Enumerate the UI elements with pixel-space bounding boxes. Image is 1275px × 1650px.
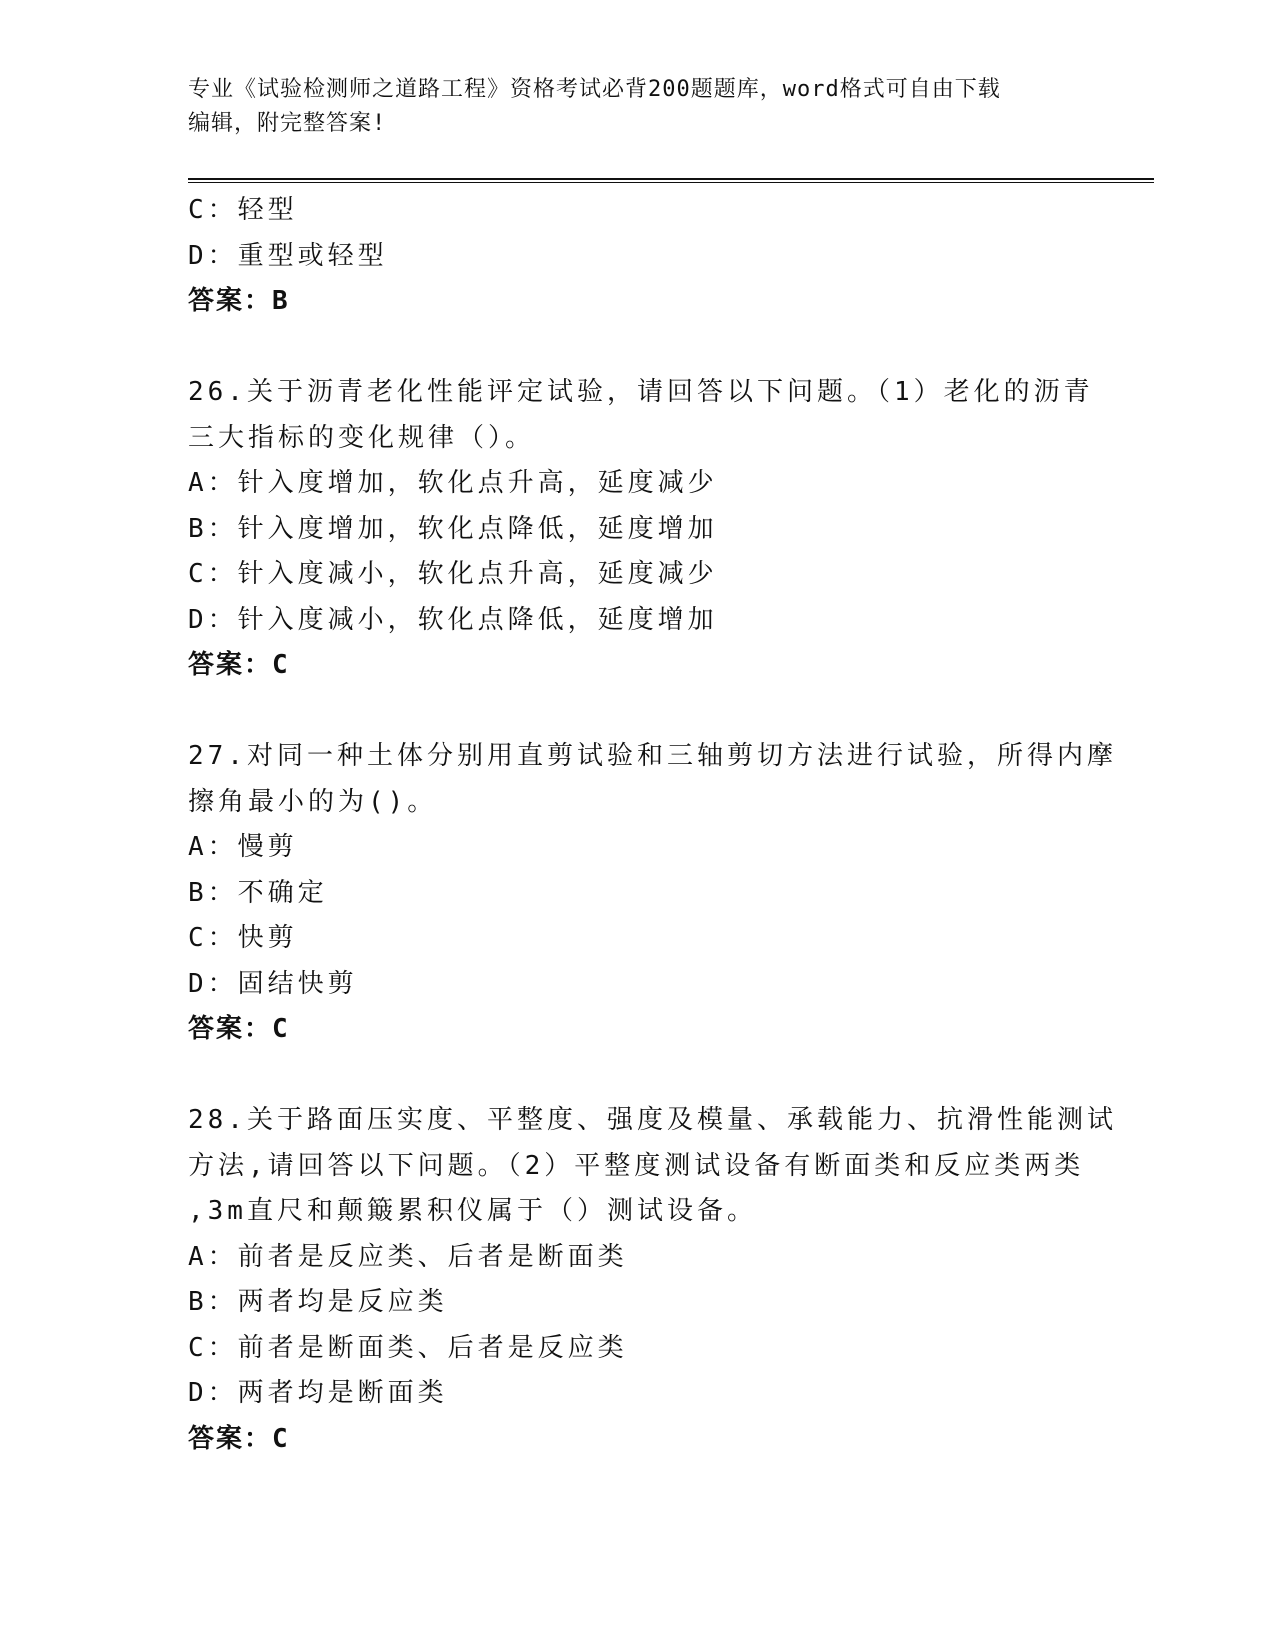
- header-line-2: 编辑，附完整答案!: [188, 111, 387, 136]
- question-text-line: 方法,请回答以下问题。（2）平整度测试设备有断面类和反应类两类: [188, 1150, 1085, 1181]
- header-rule-thin: [188, 182, 1154, 183]
- option-b: B：针入度增加，软化点降低，延度增加: [188, 513, 718, 544]
- option-a: A：针入度增加，软化点升高，延度减少: [188, 468, 718, 498]
- question-text-line: 28.关于路面压实度、平整度、强度及模量、承载能力、抗滑性能测试: [188, 1105, 1117, 1135]
- option-b: B：两者均是反应类: [188, 1287, 448, 1317]
- option-d: D：重型或轻型: [188, 240, 388, 271]
- answer-line: 答案：C: [188, 1423, 290, 1454]
- answer-line: 答案：B: [188, 286, 290, 316]
- question-27: [188, 734, 1117, 1053]
- document-header: [188, 73, 1088, 141]
- option-a: A：慢剪: [188, 832, 298, 862]
- answer-line: 答案：C: [188, 1014, 290, 1044]
- question-text-line: 27.对同一种土体分别用直剪试验和三轴剪切方法进行试验，所得内摩: [188, 741, 1117, 771]
- option-c: C：前者是断面类、后者是反应类: [188, 1332, 628, 1363]
- question-25-tail: [188, 188, 1088, 325]
- question-26: [188, 370, 1094, 689]
- option-d: D：固结快剪: [188, 968, 358, 999]
- header-line-1: 专业《试验检测师之道路工程》资格考试必背200题题库，word格式可自由下载: [188, 77, 1001, 102]
- option-a: A：前者是反应类、后者是断面类: [188, 1241, 628, 1272]
- question-text-line: ,3m直尺和颠簸累积仪属于（）测试设备。: [188, 1196, 757, 1226]
- question-content: [188, 188, 1117, 1462]
- option-c: C：针入度减小，软化点升高，延度减少: [188, 559, 718, 589]
- header-rule-thick: [188, 178, 1154, 180]
- header-rule: [188, 178, 1154, 183]
- question-28: [188, 1098, 1117, 1462]
- option-c: C：快剪: [188, 923, 298, 953]
- option-d: D：两者均是断面类: [188, 1378, 448, 1408]
- option-c: C：轻型: [188, 195, 298, 225]
- question-text-line: 三大指标的变化规律（）。: [188, 422, 536, 453]
- option-d: D：针入度减小，软化点降低，延度增加: [188, 604, 718, 635]
- option-b: B：不确定: [188, 877, 328, 908]
- question-text-line: 擦角最小的为()。: [188, 786, 438, 817]
- question-text-line: 26.关于沥青老化性能评定试验，请回答以下问题。（1）老化的沥青: [188, 377, 1094, 407]
- answer-line: 答案：C: [188, 650, 290, 680]
